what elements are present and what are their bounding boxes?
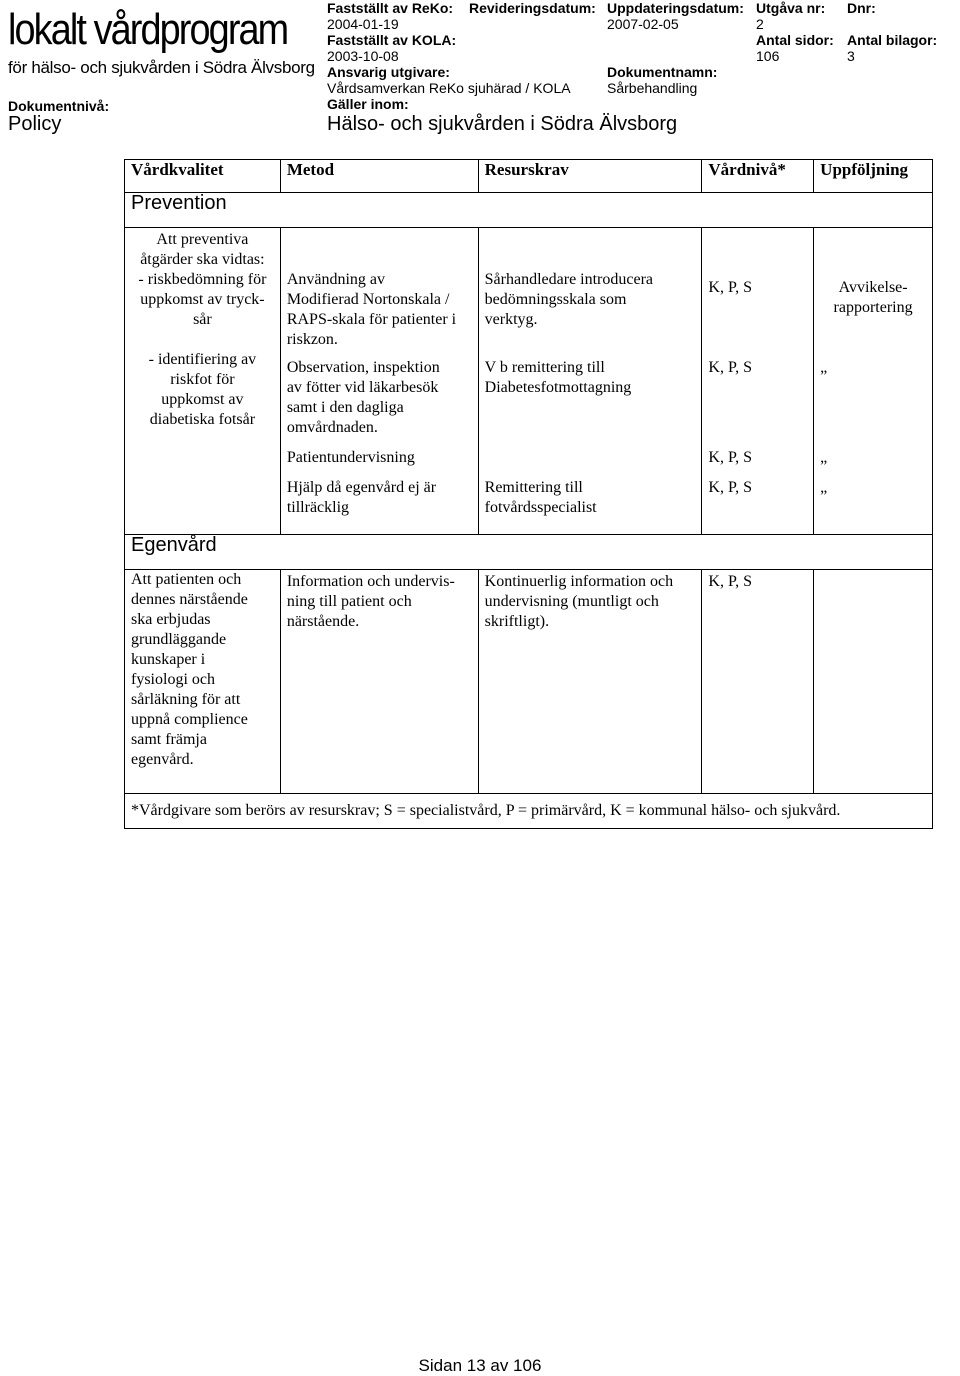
- prevention-metod-1: [281, 358, 478, 448]
- column-header-vardkvalitet: Vårdkvalitet: [125, 160, 281, 193]
- column-header-resurskrav: Resurskrav: [478, 160, 702, 193]
- prevention-uppfoljning-cell: [814, 228, 933, 535]
- text-line: skriftligt).: [484, 613, 550, 630]
- prevention-niva-cell: [702, 228, 814, 535]
- text-line: fysiologi och: [131, 671, 215, 688]
- table-header-row: [125, 160, 933, 193]
- footnote-row: [125, 794, 933, 829]
- faststallt-reko-value: 2004-01-19: [327, 16, 399, 32]
- uppdatering-label: Uppdateringsdatum:: [607, 0, 744, 16]
- document-series-title: lokalt vårdprogram: [8, 5, 288, 54]
- dokumentnamn-label: Dokumentnamn:: [607, 64, 718, 80]
- text-line: Modifierad Nortonskala /: [286, 291, 450, 308]
- text-line: närstående.: [286, 613, 360, 630]
- egenvard-niva-cell: K, P, S: [702, 570, 814, 794]
- table-row: [125, 570, 933, 794]
- faststallt-kola-label: Fastställt av KOLA:: [327, 32, 457, 48]
- prevention-niva-0: K, P, S: [708, 279, 752, 296]
- section-title-prevention: Prevention: [125, 193, 933, 228]
- ansvarig-value: Vårdsamverkan ReKo sjuhärad / KOLA: [327, 80, 571, 96]
- egenvard-kvalitet-cell: [125, 570, 281, 794]
- text-line: omvårdnaden.: [286, 419, 378, 436]
- text-line: åtgärder ska vidtas:: [140, 251, 265, 268]
- dnr-label: Dnr:: [847, 0, 876, 16]
- text-line: dennes närstående: [131, 591, 248, 608]
- prevention-resurs-cell: [478, 228, 702, 535]
- text-line: riskzon.: [286, 331, 338, 348]
- prevention-resurs-0: [479, 228, 702, 358]
- prevention-kvalitet-1: [131, 230, 274, 330]
- utgava-value: 2: [756, 16, 764, 32]
- prevention-kvalitet-cell: [125, 228, 281, 535]
- text-line: fotvårdsspecialist: [484, 499, 597, 516]
- text-line: „: [820, 359, 828, 376]
- sidor-label: Antal sidor:: [756, 32, 834, 48]
- text-line: RAPS-skala för patienter i: [286, 311, 457, 328]
- prevention-resurs-2: [479, 448, 702, 478]
- prevention-metod-2: [281, 448, 478, 478]
- dokumentniva-label: Dokumentnivå:: [8, 98, 110, 114]
- prevention-uppfoljning-0: [814, 228, 932, 358]
- text-line: bedömningsskala som: [484, 291, 627, 308]
- prevention-metod-3: [281, 478, 478, 534]
- bilagor-label: Antal bilagor:: [847, 32, 938, 48]
- prevention-metod-0: [281, 228, 478, 358]
- text-line: ning till patient och: [286, 593, 412, 610]
- text-line: egenvård.: [131, 751, 194, 768]
- dokumentniva-value: Policy: [8, 113, 62, 135]
- column-header-metod: Metod: [280, 160, 478, 193]
- prevention-uppfoljning-1: [814, 358, 932, 448]
- text-line: Information och undervis-: [286, 573, 455, 590]
- egenvard-resurs-cell: [478, 570, 702, 794]
- prevention-metod-cell: [280, 228, 478, 535]
- prevention-niva-1: K, P, S: [708, 359, 752, 376]
- section-title-egenvard: Egenvård: [125, 535, 933, 570]
- text-line: - identifiering av: [148, 351, 257, 368]
- prevention-kvalitet-2: [131, 350, 274, 430]
- dokumentnamn-value: Sårbehandling: [607, 80, 698, 96]
- section-row-prevention: [125, 193, 933, 228]
- egenvard-uppfoljning-cell: [814, 570, 933, 794]
- section-row-egenvard: [125, 535, 933, 570]
- faststallt-kola-value: 2003-10-08: [327, 48, 399, 64]
- text-line: undervisning (muntligt och: [484, 593, 659, 610]
- text-line: Patientundervisning: [286, 449, 415, 466]
- prevention-niva-2: K, P, S: [708, 449, 752, 466]
- text-line: kunskaper i: [131, 651, 206, 668]
- text-line: V b remittering till: [484, 359, 605, 376]
- page-number: Sidan 13 av 106: [418, 1356, 542, 1375]
- text-line: av fötter vid läkarbesök: [286, 379, 439, 396]
- text-line: Att patienten och: [131, 571, 242, 588]
- revidering-label: Revideringsdatum:: [469, 0, 596, 16]
- text-line: Hjälp då egenvård ej är: [286, 479, 437, 496]
- egenvard-metod-cell: [280, 570, 478, 794]
- text-line: ska erbjudas: [131, 611, 211, 628]
- text-line: „: [820, 449, 828, 466]
- text-line: Kontinuerlig information och: [484, 573, 674, 590]
- text-line: Diabetesfotmottagning: [484, 379, 632, 396]
- document-series-subtitle: för hälso- och sjukvården i Södra Älvsborg: [8, 58, 315, 77]
- column-header-uppfoljning: Uppföljning: [814, 160, 933, 193]
- text-line: rapportering: [833, 299, 913, 316]
- text-line: uppkomst av: [161, 391, 244, 408]
- text-line: samt i den dagliga: [286, 399, 404, 416]
- text-line: Användning av: [286, 271, 386, 288]
- text-line: Remittering till: [484, 479, 583, 496]
- text-line: Att preventiva: [156, 231, 249, 248]
- prevention-uppfoljning-3: [814, 478, 932, 534]
- text-line: sårläkning för att: [131, 691, 241, 708]
- text-line: „: [820, 479, 828, 496]
- prevention-resurs-3: [479, 478, 702, 534]
- text-line: tillräcklig: [286, 499, 350, 516]
- footnote: *Vårdgivare som berörs av resurskrav; S = specialistvård, P = primärvård, K = kommunal hälso- och sjukvård.: [125, 794, 933, 829]
- galler-label: Gäller inom:: [327, 96, 409, 112]
- text-line: Sårhandledare introducera: [484, 271, 654, 288]
- faststallt-reko-label: Fastställt av ReKo:: [327, 0, 454, 16]
- text-line: riskfot för: [170, 371, 235, 388]
- text-line: uppnå complience: [131, 711, 248, 728]
- column-header-vardniva: Vårdnivå*: [702, 160, 814, 193]
- prevention-niva-3: K, P, S: [708, 479, 752, 496]
- sidor-value: 106: [756, 48, 780, 64]
- text-line: Observation, inspektion: [286, 359, 440, 376]
- prevention-resurs-1: [479, 358, 702, 448]
- prevention-uppfoljning-2: [814, 448, 932, 478]
- text-line: samt främja: [131, 731, 207, 748]
- text-line: verktyg.: [484, 311, 538, 328]
- text-line: sår: [193, 311, 212, 328]
- utgava-label: Utgåva nr:: [756, 0, 826, 16]
- text-line: - riskbedömning för: [138, 271, 267, 288]
- ansvarig-label: Ansvarig utgivare:: [327, 64, 450, 80]
- care-program-table: [124, 159, 933, 829]
- text-line: diabetiska fotsår: [149, 411, 256, 428]
- bilagor-value: 3: [847, 48, 855, 64]
- text-line: Avvikelse-: [838, 279, 908, 296]
- text-line: grundläggande: [131, 631, 227, 648]
- text-line: uppkomst av tryck-: [140, 291, 265, 308]
- galler-value: Hälso- och sjukvården i Södra Älvsborg: [327, 113, 678, 135]
- uppdatering-value: 2007-02-05: [607, 16, 679, 32]
